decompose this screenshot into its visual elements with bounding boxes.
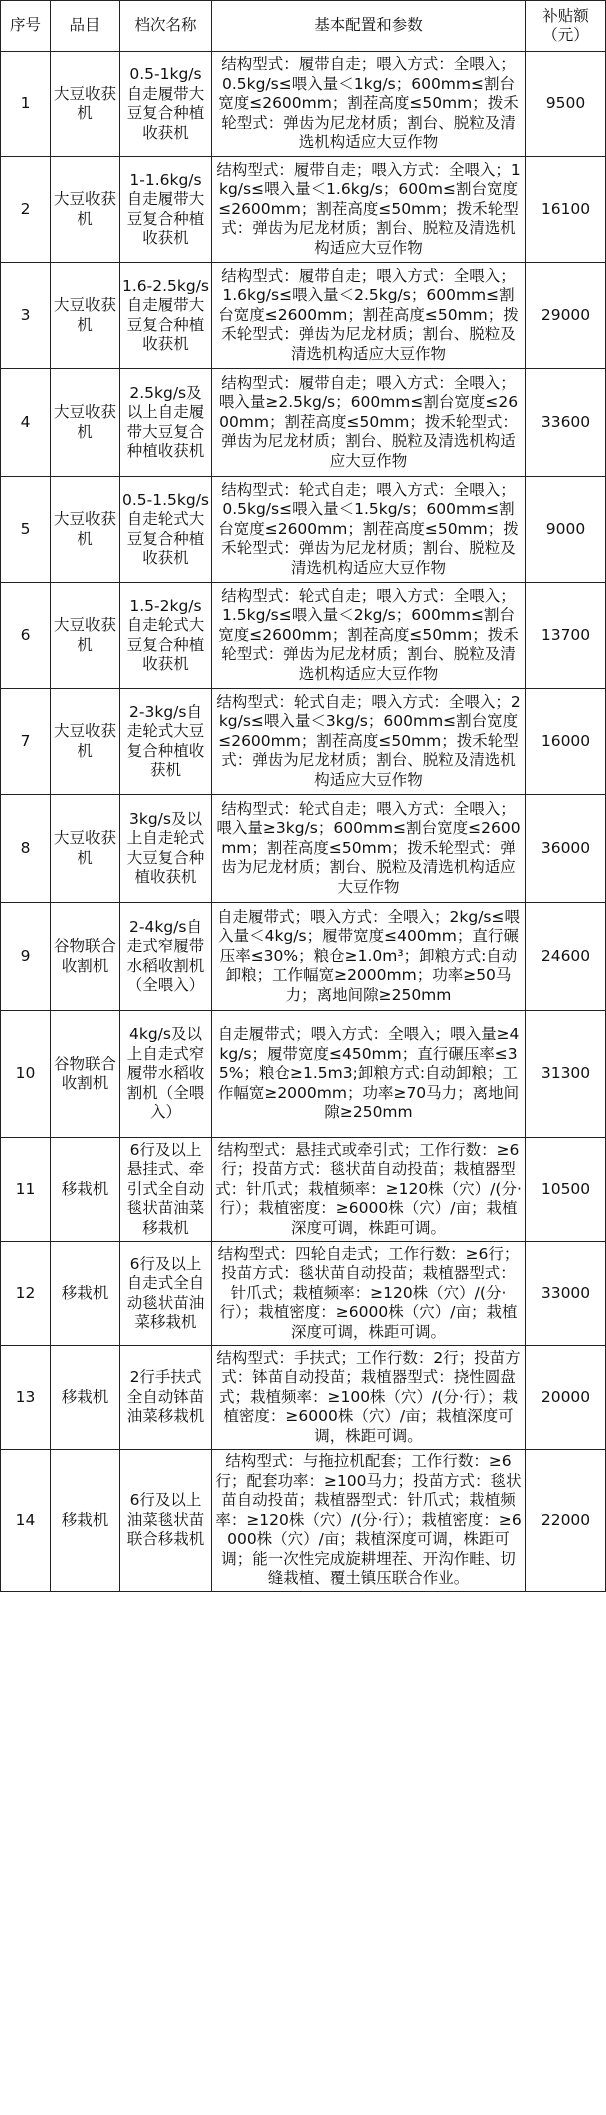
cell-no: 11 bbox=[1, 1138, 51, 1242]
cell-grade: 1-1.6kg/s自走履带大豆复合种植收获机 bbox=[120, 157, 212, 263]
cell-item: 大豆收获机 bbox=[51, 583, 120, 689]
cell-grade: 1.5-2kg/s自走轮式大豆复合种植收获机 bbox=[120, 583, 212, 689]
cell-grade: 0.5-1.5kg/s自走轮式大豆复合种植收获机 bbox=[120, 477, 212, 583]
cell-subsidy: 9500 bbox=[526, 52, 606, 157]
cell-item: 移栽机 bbox=[51, 1346, 120, 1450]
table-row bbox=[1, 369, 606, 477]
cell-grade: 6行及以上自走式全自动毯状苗油菜移栽机 bbox=[120, 1242, 212, 1346]
cell-no: 14 bbox=[1, 1450, 51, 1592]
header-item: 品目 bbox=[51, 1, 120, 52]
cell-no: 4 bbox=[1, 369, 51, 477]
cell-no: 5 bbox=[1, 477, 51, 583]
table-row bbox=[1, 477, 606, 583]
cell-config: 结构型式：轮式自走；喂入方式：全喂入；2kg/s≤喂入量＜3kg/s；600mm≤割台宽度≤2600mm；割茬高度≤50mm；拨禾轮型式：弹齿为尼龙材质；割台、脱粒及清选机构适应大豆作物 bbox=[212, 689, 526, 795]
cell-config: 结构型式：轮式自走；喂入方式：全喂入；0.5kg/s≤喂入量＜1.5kg/s；600mm≤割台宽度≤2600mm；割茬高度≤50mm；拨禾轮型式：弹齿为尼龙材质；割台、脱粒及清选机构适应大豆作物 bbox=[212, 477, 526, 583]
table-row bbox=[1, 689, 606, 795]
table-row bbox=[1, 1011, 606, 1138]
cell-config: 结构型式：悬挂式或牵引式；工作行数：≥6行；投苗方式：毯状苗自动投苗；栽植器型式：针爪式；栽植频率：≥120株（穴）/(分·行）；栽植密度：≥6000株（穴）/亩；栽植深度可调，株距可调。 bbox=[212, 1138, 526, 1242]
cell-config: 结构型式：履带自走；喂入方式：全喂入；1kg/s≤喂入量＜1.6kg/s；600m≤割台宽度≤2600mm；割茬高度≤50mm；拨禾轮型式：弹齿为尼龙材质；割台、脱粒及清选机构适应大豆作物 bbox=[212, 157, 526, 263]
header-subsidy-line2: （元） bbox=[542, 26, 589, 44]
cell-config: 结构型式：轮式自走；喂入方式：全喂入；1.5kg/s≤喂入量＜2kg/s；600mm≤割台宽度≤2600mm；割茬高度≤50mm；拨禾轮型式：弹齿为尼龙材质；割台、脱粒及清选机构适应大豆作物 bbox=[212, 583, 526, 689]
cell-grade: 4kg/s及以上自走式窄履带水稻收割机（全喂入） bbox=[120, 1011, 212, 1138]
table-row bbox=[1, 1138, 606, 1242]
cell-no: 1 bbox=[1, 52, 51, 157]
table-row bbox=[1, 263, 606, 369]
header-subsidy-line1: 补贴额 bbox=[542, 6, 589, 25]
cell-subsidy: 24600 bbox=[526, 903, 606, 1011]
cell-grade: 3kg/s及以上自走轮式大豆复合种植收获机 bbox=[120, 795, 212, 903]
table-row bbox=[1, 583, 606, 689]
cell-subsidy: 10500 bbox=[526, 1138, 606, 1242]
cell-item: 大豆收获机 bbox=[51, 477, 120, 583]
cell-subsidy: 13700 bbox=[526, 583, 606, 689]
cell-config: 结构型式：履带自走；喂入方式：全喂入；0.5kg/s≤喂入量＜1kg/s；600mm≤割台宽度≤2600mm；割茬高度≤50mm；拨禾轮型式：弹齿为尼龙材质；割台、脱粒及清选机构适应大豆作物 bbox=[212, 52, 526, 157]
cell-grade: 2行手扶式全自动钵苗油菜移栽机 bbox=[120, 1346, 212, 1450]
cell-grade: 6行及以上悬挂式、牵引式全自动毯状苗油菜移栽机 bbox=[120, 1138, 212, 1242]
cell-item: 大豆收获机 bbox=[51, 369, 120, 477]
cell-subsidy: 20000 bbox=[526, 1346, 606, 1450]
header-subsidy bbox=[526, 1, 606, 52]
cell-grade: 6行及以上油菜毯状苗联合移栽机 bbox=[120, 1450, 212, 1592]
cell-item: 大豆收获机 bbox=[51, 157, 120, 263]
table-row bbox=[1, 52, 606, 157]
header-no: 序号 bbox=[1, 1, 51, 52]
table-row bbox=[1, 1450, 606, 1592]
cell-grade: 0.5-1kg/s自走履带大豆复合种植收获机 bbox=[120, 52, 212, 157]
cell-item: 大豆收获机 bbox=[51, 263, 120, 369]
cell-subsidy: 29000 bbox=[526, 263, 606, 369]
cell-no: 12 bbox=[1, 1242, 51, 1346]
cell-no: 8 bbox=[1, 795, 51, 903]
table-row bbox=[1, 903, 606, 1011]
cell-subsidy: 22000 bbox=[526, 1450, 606, 1592]
cell-no: 13 bbox=[1, 1346, 51, 1450]
cell-grade: 1.6-2.5kg/s自走履带大豆复合种植收获机 bbox=[120, 263, 212, 369]
cell-no: 3 bbox=[1, 263, 51, 369]
cell-subsidy: 33600 bbox=[526, 369, 606, 477]
cell-item: 大豆收获机 bbox=[51, 795, 120, 903]
cell-config: 结构型式：四轮自走式；工作行数：≥6行；投苗方式：毯状苗自动投苗；栽植器型式：针爪式；栽植频率：≥120株（穴）/(分·行）；栽植密度：≥6000株（穴）/亩；栽植深度可调，株距可调。 bbox=[212, 1242, 526, 1346]
cell-grade: 2-3kg/s自走轮式大豆复合种植收获机 bbox=[120, 689, 212, 795]
cell-no: 7 bbox=[1, 689, 51, 795]
table-row bbox=[1, 795, 606, 903]
header-config: 基本配置和参数 bbox=[212, 1, 526, 52]
cell-subsidy: 16000 bbox=[526, 689, 606, 795]
cell-no: 6 bbox=[1, 583, 51, 689]
cell-subsidy: 36000 bbox=[526, 795, 606, 903]
table-row bbox=[1, 157, 606, 263]
table-body bbox=[1, 52, 606, 1592]
cell-grade: 2-4kg/s自走式窄履带水稻收割机（全喂入） bbox=[120, 903, 212, 1011]
cell-grade: 2.5kg/s及以上自走履带大豆复合种植收获机 bbox=[120, 369, 212, 477]
cell-no: 9 bbox=[1, 903, 51, 1011]
header-grade: 档次名称 bbox=[120, 1, 212, 52]
table-row bbox=[1, 1242, 606, 1346]
cell-subsidy: 31300 bbox=[526, 1011, 606, 1138]
cell-config: 结构型式：履带自走；喂入方式：全喂入；1.6kg/s≤喂入量＜2.5kg/s；600mm≤割台宽度≤2600mm；割茬高度≤50mm；拨禾轮型式：弹齿为尼龙材质；割台、脱粒及清选机构适应大豆作物 bbox=[212, 263, 526, 369]
cell-subsidy: 16100 bbox=[526, 157, 606, 263]
header-row bbox=[1, 1, 606, 52]
cell-no: 10 bbox=[1, 1011, 51, 1138]
cell-config: 结构型式：手扶式；工作行数：2行；投苗方式：钵苗自动投苗；栽植器型式：挠性圆盘式；栽植频率：≥100株（穴）/(分·行）；栽植密度：≥6000株（穴）/亩；栽植深度可调，株距可调。 bbox=[212, 1346, 526, 1450]
cell-item: 谷物联合收割机 bbox=[51, 1011, 120, 1138]
cell-item: 大豆收获机 bbox=[51, 52, 120, 157]
cell-config: 结构型式：与拖拉机配套；工作行数：≥6行；配套功率：≥100马力；投苗方式：毯状苗自动投苗；栽植器型式：针爪式；栽植频率：≥120株（穴）/(分·行）；栽植密度：≥6000株（穴）/亩；栽植深度可调，株距可调；能一次性完成旋耕埋茬、开沟作畦、切缝栽植、覆土镇压联合作业。 bbox=[212, 1450, 526, 1592]
table-row bbox=[1, 1346, 606, 1450]
cell-subsidy: 9000 bbox=[526, 477, 606, 583]
cell-no: 2 bbox=[1, 157, 51, 263]
cell-item: 大豆收获机 bbox=[51, 689, 120, 795]
cell-config: 自走履带式；喂入方式：全喂入；2kg/s≤喂入量＜4kg/s；履带宽度≤400mm；直行碾压率≤30%；粮仓≥1.0m³；卸粮方式:自动卸粮；工作幅宽≥2000mm；功率≥50马力；离地间隙≥250mm bbox=[212, 903, 526, 1011]
cell-config: 结构型式：履带自走；喂入方式：全喂入；喂入量≥2.5kg/s；600mm≤割台宽度≤2600mm；割茬高度≤50mm；拨禾轮型式：弹齿为尼龙材质；割台、脱粒及清选机构适应大豆作物 bbox=[212, 369, 526, 477]
cell-item: 移栽机 bbox=[51, 1138, 120, 1242]
cell-subsidy: 33000 bbox=[526, 1242, 606, 1346]
cell-item: 移栽机 bbox=[51, 1450, 120, 1592]
cell-config: 结构型式：轮式自走；喂入方式：全喂入；喂入量≥3kg/s；600mm≤割台宽度≤2600mm；割茬高度≤50mm；拨禾轮型式：弹齿为尼龙材质；割台、脱粒及清选机构适应大豆作物 bbox=[212, 795, 526, 903]
cell-config: 自走履带式；喂入方式：全喂入；喂入量≥4kg/s；履带宽度≤450mm；直行碾压率≤35%；粮仓≥1.5m3;卸粮方式:自动卸粮；工作幅宽≥2000mm；功率≥70马力；离地间隙≥250mm bbox=[212, 1011, 526, 1138]
cell-item: 谷物联合收割机 bbox=[51, 903, 120, 1011]
cell-item: 移栽机 bbox=[51, 1242, 120, 1346]
